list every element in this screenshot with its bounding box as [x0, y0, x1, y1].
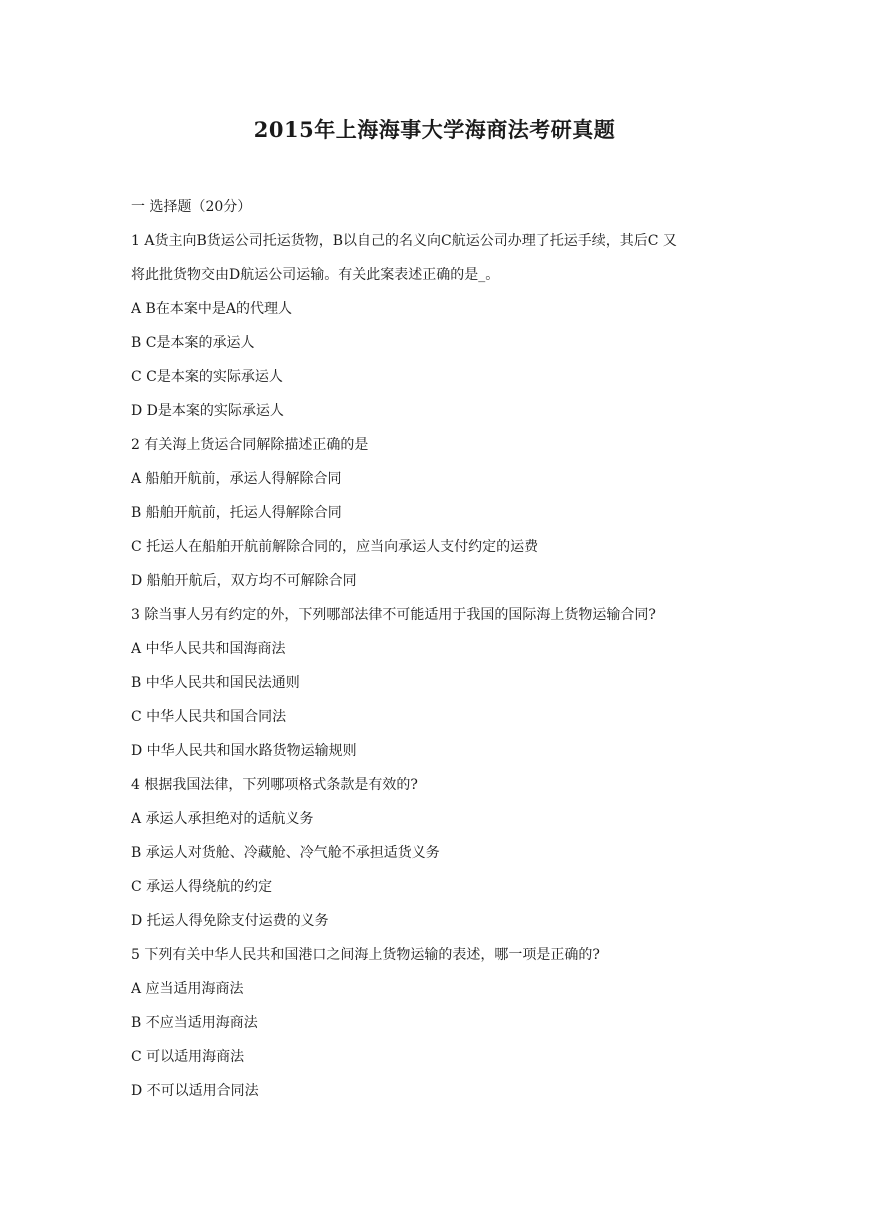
answer-option-d: D D是本案的实际承运人	[131, 403, 284, 419]
answer-option-c: C C是本案的实际承运人	[131, 369, 283, 385]
answer-option-a: A 中华人民共和国海商法	[131, 641, 286, 657]
answer-option-a: A 船舶开航前，承运人得解除合同	[131, 471, 342, 487]
question-2	[131, 428, 751, 598]
question-stem-line: 1 A货主向B货运公司托运货物，B以自己的名义向C航运公司办理了托运手续，其后C 又	[131, 233, 677, 249]
answer-option-c: C 承运人得绕航的约定	[131, 879, 273, 895]
answer-option-a: A 承运人承担绝对的适航义务	[131, 811, 314, 827]
answer-option-b: B 承运人对货舱、冷藏舱、冷气舱不承担适货义务	[131, 845, 440, 861]
answer-option-a: A B在本案中是A的代理人	[131, 301, 292, 317]
answer-option-c: C 可以适用海商法	[131, 1049, 245, 1065]
answer-option-c: C 托运人在船舶开航前解除合同的，应当向承运人支付约定的运费	[131, 539, 539, 555]
document-body	[131, 190, 751, 1108]
section-heading: 一 选择题（20分）	[131, 199, 252, 215]
page-title: 2015年上海海事大学海商法考研真题	[253, 117, 616, 142]
answer-option-d: D 不可以适用合同法	[131, 1083, 259, 1099]
question-stem-line: 4 根据我国法律，下列哪项格式条款是有效的?	[131, 777, 418, 793]
answer-option-b: B 船舶开航前，托运人得解除合同	[131, 505, 342, 521]
question-stem-line: 5 下列有关中华人民共和国港口之间海上货物运输的表述，哪一项是正确的?	[131, 947, 600, 963]
question-5	[131, 938, 751, 1108]
answer-option-b: B C是本案的承运人	[131, 335, 255, 351]
answer-option-a: A 应当适用海商法	[131, 981, 244, 997]
answer-option-d: D 船舶开航后，双方均不可解除合同	[131, 573, 357, 589]
answer-option-c: C 中华人民共和国合同法	[131, 709, 287, 725]
answer-option-d: D 托运人得免除支付运费的义务	[131, 913, 329, 929]
question-3	[131, 598, 751, 768]
question-stem-line: 3 除当事人另有约定的外，下列哪部法律不可能适用于我国的国际海上货物运输合同?	[131, 607, 656, 623]
question-stem-line: 将此批货物交由D航运公司运输。有关此案表述正确的是_。	[131, 267, 500, 283]
answer-option-b: B 中华人民共和国民法通则	[131, 675, 300, 691]
question-stem-line: 2 有关海上货运合同解除描述正确的是	[131, 437, 369, 453]
question-1	[131, 224, 751, 428]
question-4	[131, 768, 751, 938]
answer-option-d: D 中华人民共和国水路货物运输规则	[131, 743, 357, 759]
answer-option-b: B 不应当适用海商法	[131, 1015, 258, 1031]
